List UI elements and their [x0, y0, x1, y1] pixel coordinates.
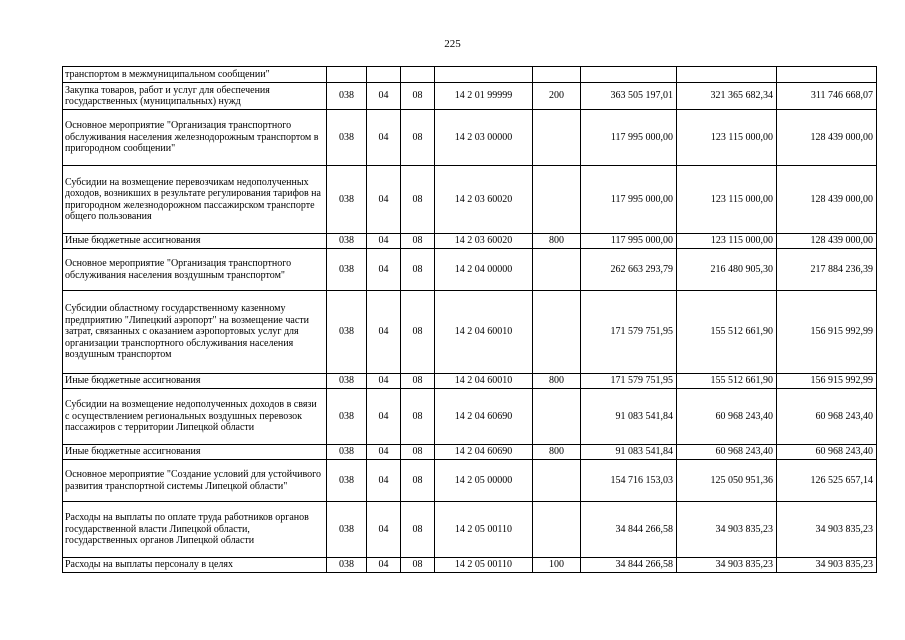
amount-year-3: 34 903 835,23: [777, 558, 877, 573]
ministry-code: 038: [327, 460, 367, 502]
expense-type-code: 800: [533, 445, 581, 460]
amount-year-3: 156 915 992,99: [777, 291, 877, 374]
amount-year-1: 262 663 293,79: [581, 249, 677, 291]
amount-year-1: [581, 67, 677, 83]
section-code: 04: [367, 234, 401, 249]
target-code: 14 2 05 00110: [435, 558, 533, 573]
amount-year-3: 128 439 000,00: [777, 234, 877, 249]
table-row: [63, 445, 877, 460]
ministry-code: 038: [327, 249, 367, 291]
subsection-code: 08: [401, 110, 435, 166]
target-code: 14 2 05 00110: [435, 502, 533, 558]
expense-type-code: [533, 67, 581, 83]
expense-type-code: [533, 460, 581, 502]
ministry-code: 038: [327, 389, 367, 445]
amount-year-3: 311 746 668,07: [777, 83, 877, 110]
expense-type-code: 200: [533, 83, 581, 110]
amount-year-1: 34 844 266,58: [581, 502, 677, 558]
amount-year-3: 128 439 000,00: [777, 166, 877, 234]
row-name: транспортом в межмуниципальном сообщении": [63, 67, 327, 83]
table-row: [63, 249, 877, 291]
row-name: Иные бюджетные ассигнования: [63, 445, 327, 460]
amount-year-3: 34 903 835,23: [777, 502, 877, 558]
row-name: Субсидии на возмещение недополученных доходов в связи с осуществлением региональных воздушных перевозок пассажиров с территории Липецкой области: [63, 389, 327, 445]
subsection-code: 08: [401, 374, 435, 389]
amount-year-3: 60 968 243,40: [777, 389, 877, 445]
amount-year-1: 171 579 751,95: [581, 374, 677, 389]
target-code: 14 2 03 60020: [435, 234, 533, 249]
row-name: Основное мероприятие "Создание условий для устойчивого развития транспортной системы Липецкой области": [63, 460, 327, 502]
amount-year-2: 34 903 835,23: [677, 558, 777, 573]
ministry-code: 038: [327, 83, 367, 110]
amount-year-3: [777, 67, 877, 83]
target-code: 14 2 04 60690: [435, 445, 533, 460]
ministry-code: 038: [327, 374, 367, 389]
subsection-code: 08: [401, 558, 435, 573]
budget-table: [62, 66, 877, 573]
table-row: [63, 502, 877, 558]
amount-year-1: 91 083 541,84: [581, 445, 677, 460]
ministry-code: 038: [327, 445, 367, 460]
expense-type-code: [533, 249, 581, 291]
ministry-code: 038: [327, 502, 367, 558]
expense-type-code: [533, 389, 581, 445]
target-code: 14 2 04 60010: [435, 291, 533, 374]
subsection-code: 08: [401, 389, 435, 445]
row-name: Закупка товаров, работ и услуг для обеспечения государственных (муниципальных) нужд: [63, 83, 327, 110]
amount-year-3: 126 525 657,14: [777, 460, 877, 502]
expense-type-code: [533, 502, 581, 558]
target-code: 14 2 04 60690: [435, 389, 533, 445]
section-code: 04: [367, 558, 401, 573]
subsection-code: 08: [401, 502, 435, 558]
section-code: 04: [367, 249, 401, 291]
amount-year-2: 125 050 951,36: [677, 460, 777, 502]
target-code: [435, 67, 533, 83]
section-code: 04: [367, 166, 401, 234]
amount-year-2: 155 512 661,90: [677, 291, 777, 374]
row-name: Иные бюджетные ассигнования: [63, 234, 327, 249]
amount-year-2: 34 903 835,23: [677, 502, 777, 558]
row-name: Иные бюджетные ассигнования: [63, 374, 327, 389]
table-row: [63, 67, 877, 83]
table-body: [63, 67, 877, 573]
amount-year-3: 128 439 000,00: [777, 110, 877, 166]
section-code: [367, 67, 401, 83]
amount-year-2: 123 115 000,00: [677, 110, 777, 166]
subsection-code: 08: [401, 234, 435, 249]
page-number: 225: [444, 38, 461, 50]
expense-type-code: 800: [533, 234, 581, 249]
section-code: 04: [367, 445, 401, 460]
expense-type-code: [533, 110, 581, 166]
table-row: [63, 291, 877, 374]
section-code: 04: [367, 374, 401, 389]
expense-type-code: 100: [533, 558, 581, 573]
row-name: Субсидии на возмещение перевозчикам недополученных доходов, возникших в результате регулирования тарифов на пригородном железнодорожном пассажирском транспорте общего пользования: [63, 166, 327, 234]
amount-year-2: 60 968 243,40: [677, 389, 777, 445]
target-code: 14 2 04 00000: [435, 249, 533, 291]
row-name: Основное мероприятие "Организация транспортного обслуживания населения воздушным транспортом": [63, 249, 327, 291]
ministry-code: [327, 67, 367, 83]
target-code: 14 2 01 99999: [435, 83, 533, 110]
subsection-code: 08: [401, 249, 435, 291]
amount-year-1: 34 844 266,58: [581, 558, 677, 573]
section-code: 04: [367, 291, 401, 374]
ministry-code: 038: [327, 166, 367, 234]
section-code: 04: [367, 389, 401, 445]
amount-year-3: 217 884 236,39: [777, 249, 877, 291]
amount-year-2: [677, 67, 777, 83]
expense-type-code: [533, 291, 581, 374]
table-row: [63, 389, 877, 445]
amount-year-1: 117 995 000,00: [581, 110, 677, 166]
table-row: [63, 110, 877, 166]
table-row: [63, 83, 877, 110]
amount-year-2: 60 968 243,40: [677, 445, 777, 460]
amount-year-1: 117 995 000,00: [581, 166, 677, 234]
amount-year-2: 123 115 000,00: [677, 234, 777, 249]
amount-year-1: 154 716 153,03: [581, 460, 677, 502]
amount-year-1: 363 505 197,01: [581, 83, 677, 110]
amount-year-1: 117 995 000,00: [581, 234, 677, 249]
section-code: 04: [367, 460, 401, 502]
section-code: 04: [367, 110, 401, 166]
expense-type-code: 800: [533, 374, 581, 389]
ministry-code: 038: [327, 234, 367, 249]
subsection-code: [401, 67, 435, 83]
subsection-code: 08: [401, 291, 435, 374]
expense-type-code: [533, 166, 581, 234]
subsection-code: 08: [401, 460, 435, 502]
table-row: [63, 460, 877, 502]
amount-year-1: 171 579 751,95: [581, 291, 677, 374]
section-code: 04: [367, 83, 401, 110]
amount-year-2: 123 115 000,00: [677, 166, 777, 234]
target-code: 14 2 05 00000: [435, 460, 533, 502]
subsection-code: 08: [401, 166, 435, 234]
row-name: Субсидии областному государственному казенному предприятию "Липецкий аэропорт" на возмещение части затрат, связанных с оказанием аэропортовых услуг для организации транспортного обслуживания населения воздушным транспортом: [63, 291, 327, 374]
amount-year-2: 155 512 661,90: [677, 374, 777, 389]
row-name: Расходы на выплаты персоналу в целях: [63, 558, 327, 573]
target-code: 14 2 03 00000: [435, 110, 533, 166]
section-code: 04: [367, 502, 401, 558]
row-name: Основное мероприятие "Организация транспортного обслуживания населения железнодорожным транспортом в пригородном сообщении": [63, 110, 327, 166]
subsection-code: 08: [401, 83, 435, 110]
table-row: [63, 558, 877, 573]
amount-year-3: 60 968 243,40: [777, 445, 877, 460]
table-row: [63, 374, 877, 389]
ministry-code: 038: [327, 558, 367, 573]
ministry-code: 038: [327, 291, 367, 374]
target-code: 14 2 03 60020: [435, 166, 533, 234]
table-row: [63, 234, 877, 249]
amount-year-2: 321 365 682,34: [677, 83, 777, 110]
amount-year-3: 156 915 992,99: [777, 374, 877, 389]
amount-year-2: 216 480 905,30: [677, 249, 777, 291]
table-row: [63, 166, 877, 234]
ministry-code: 038: [327, 110, 367, 166]
amount-year-1: 91 083 541,84: [581, 389, 677, 445]
target-code: 14 2 04 60010: [435, 374, 533, 389]
row-name: Расходы на выплаты по оплате труда работников органов государственной власти Липецкой области, государственных органов Липецкой области: [63, 502, 327, 558]
subsection-code: 08: [401, 445, 435, 460]
